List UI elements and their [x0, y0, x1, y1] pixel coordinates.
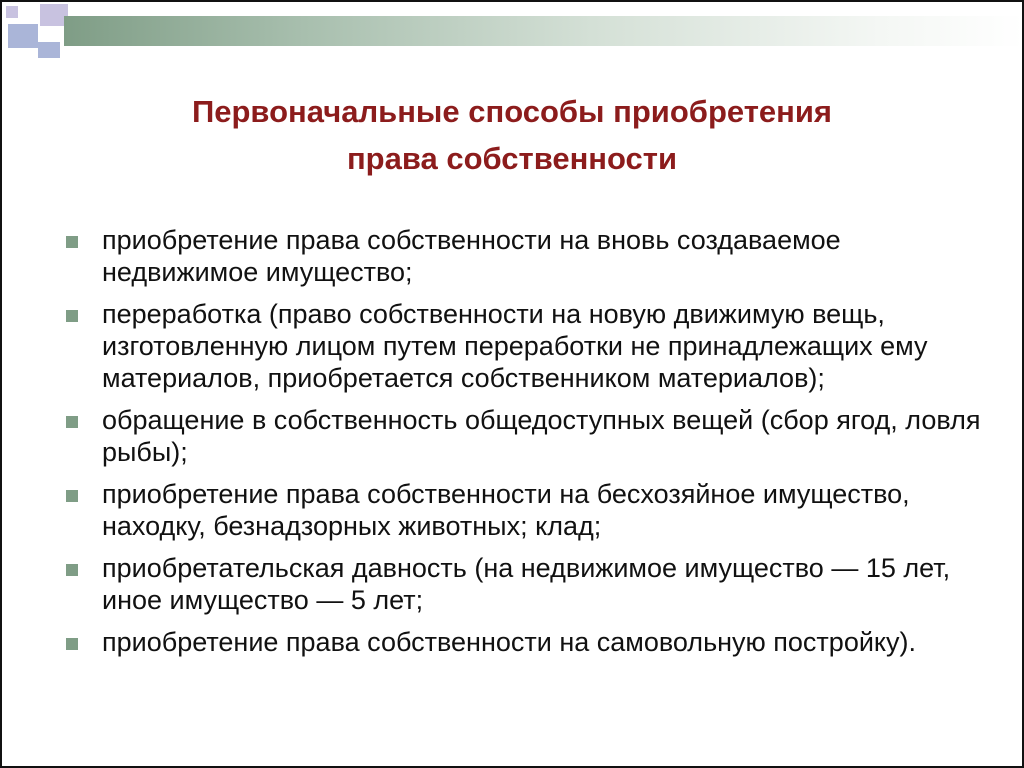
- slide-title-line-2: права собственности: [346, 141, 678, 176]
- slide-title: [62, 88, 962, 182]
- square-bullet-icon: [66, 236, 78, 248]
- list-item-text: переработка (право собственности на новую движимую вещь, изготовленную лицом путем переработки не принадлежащих ему материалов, приобретается собственником материалов);: [102, 299, 928, 393]
- decor-square-1: [6, 6, 18, 18]
- list-item-text: приобретение права собственности на вновь создаваемое недвижимое имущество;: [102, 225, 841, 287]
- list-item: [64, 224, 994, 288]
- bullet-list: [64, 224, 994, 668]
- list-item: [64, 298, 994, 394]
- list-item-text: приобретение права собственности на бесхозяйное имущество, находку, безнадзорных животных; клад;: [102, 479, 910, 541]
- square-bullet-icon: [66, 564, 78, 576]
- list-item: [64, 626, 994, 658]
- list-item: [64, 552, 994, 616]
- list-item-text: обращение в собственность общедоступных вещей (сбор ягод, ловля рыбы);: [102, 405, 981, 467]
- square-bullet-icon: [66, 490, 78, 502]
- list-item-text: приобретение права собственности на самовольную постройку).: [102, 627, 917, 657]
- list-item: [64, 404, 994, 468]
- decor-square-3: [8, 24, 38, 48]
- list-item-text: приобретательская давность (на недвижимое имущество — 15 лет, иное имущество — 5 лет;: [102, 553, 951, 615]
- header-gradient-bar: [64, 16, 1024, 46]
- list-item: [64, 478, 994, 542]
- square-bullet-icon: [66, 416, 78, 428]
- square-bullet-icon: [66, 310, 78, 322]
- decor-square-4: [38, 42, 60, 58]
- slide-title-line-1: Первоначальные способы приобретения: [191, 94, 833, 129]
- square-bullet-icon: [66, 638, 78, 650]
